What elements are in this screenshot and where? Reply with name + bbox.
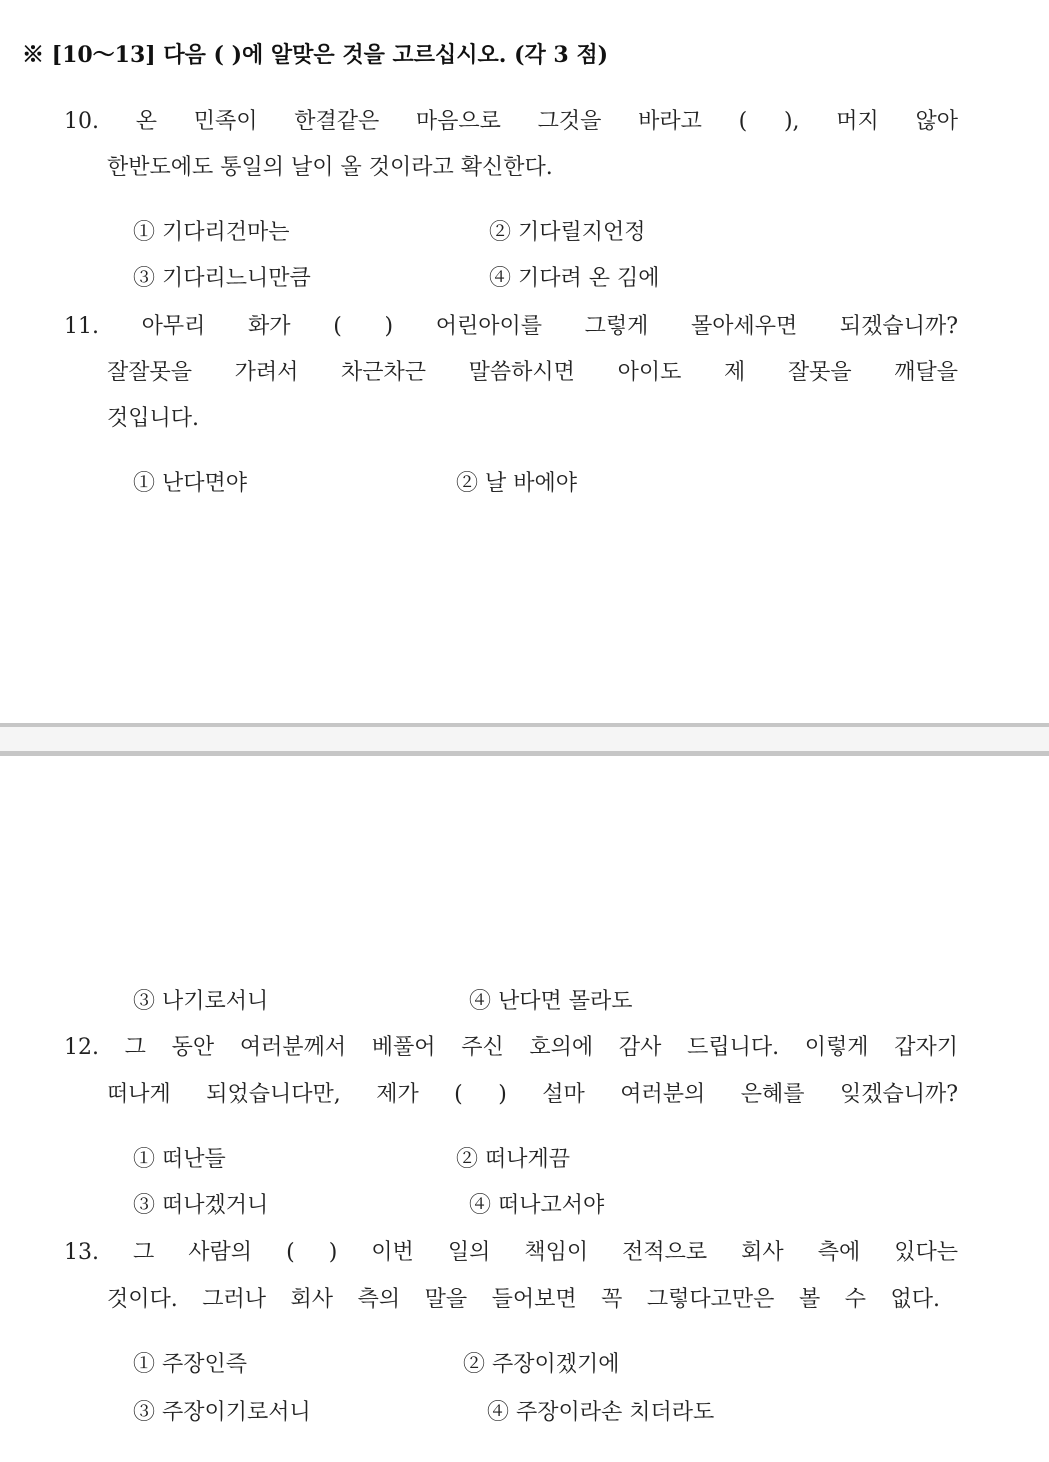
page-break-bottom-line <box>0 751 1049 756</box>
question-10-line-1: 10. 온 민족이 한결같은 마음으로 그것을 바라고 ( ), 머지 않아 <box>64 109 958 134</box>
question-13-line-1: 13. 그 사람의 ( ) 이번 일의 책임이 전적으로 회사 측에 있다는 <box>64 1240 958 1265</box>
q13-option-1[interactable]: ① 주장인즉 <box>133 1352 248 1377</box>
q10-option-1[interactable]: ① 기다리건마는 <box>133 220 290 245</box>
question-11-line-2: 잘잘못을 가려서 차근차근 말씀하시면 아이도 제 잘못을 깨달을 <box>107 360 958 385</box>
q12-option-4[interactable]: ④ 떠나고서야 <box>469 1193 605 1218</box>
question-10-line-2: 한반도에도 통일의 날이 올 것이라고 확신한다. <box>107 155 553 180</box>
instruction-heading: ※ [10～13] 다음 ( )에 알맞은 것을 고르십시오. (각 3 점) <box>22 42 609 68</box>
q12-option-2[interactable]: ② 떠나게끔 <box>456 1147 571 1172</box>
q11-option-3[interactable]: ③ 나기로서니 <box>133 989 269 1014</box>
page-break-gap <box>0 727 1049 751</box>
question-11-line-1: 11. 아무리 화가 ( ) 어린아이를 그렇게 몰아세우면 되겠습니까? <box>64 314 958 339</box>
q11-option-1[interactable]: ① 난다면야 <box>133 471 248 496</box>
q11-option-2[interactable]: ② 날 바에야 <box>456 471 577 496</box>
question-12-line-1: 12. 그 동안 여러분께서 베풀어 주신 호의에 감사 드립니다. 이렇게 갑자기 <box>64 1035 958 1060</box>
q10-option-2[interactable]: ② 기다릴지언정 <box>489 220 646 245</box>
question-11-line-3: 것입니다. <box>107 406 200 431</box>
q13-option-4[interactable]: ④ 주장이라손 치더라도 <box>487 1400 715 1425</box>
question-13-line-2: 것이다. 그러나 회사 측의 말을 들어보면 꼭 그렇다고만은 볼 수 없다. <box>107 1287 940 1312</box>
q11-option-4[interactable]: ④ 난다면 몰라도 <box>469 989 633 1014</box>
q10-option-3[interactable]: ③ 기다리느니만큼 <box>133 266 311 291</box>
q12-option-1[interactable]: ① 떠난들 <box>133 1147 226 1172</box>
q13-option-3[interactable]: ③ 주장이기로서니 <box>133 1400 311 1425</box>
q10-option-4[interactable]: ④ 기다려 온 김에 <box>489 266 660 291</box>
q12-option-3[interactable]: ③ 떠나겠거니 <box>133 1193 269 1218</box>
question-12-line-2: 떠나게 되었습니다만, 제가 ( ) 설마 여러분의 은혜를 잊겠습니까? <box>107 1082 958 1107</box>
q13-option-2[interactable]: ② 주장이겠기에 <box>463 1352 620 1377</box>
